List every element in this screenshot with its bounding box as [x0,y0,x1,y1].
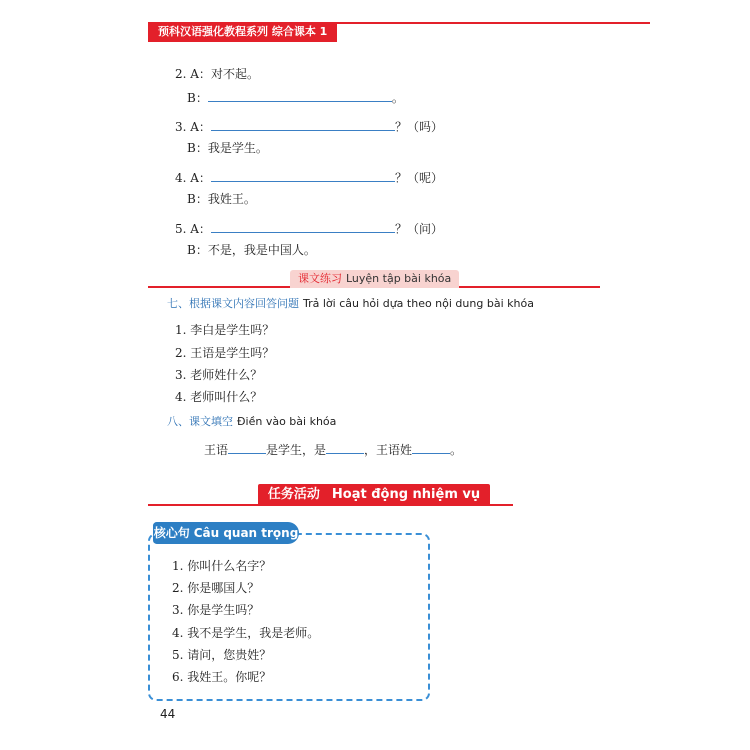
question-8-title [167,415,336,429]
question-7-title [167,297,534,311]
sentence-segment: 。 [450,443,463,457]
exercise-number: 4. A： [175,171,211,185]
page-number: 44 [160,707,176,721]
answer-blank[interactable] [208,89,392,102]
sentence-segment: 是学生，是 [266,443,327,457]
sentence-segment: ，王语姓 [364,443,413,457]
task-title-cn: 任务活动 [267,487,320,502]
exercise-suffix: ？（问） [394,222,443,236]
key-title-cn: 核心句 [153,526,190,540]
exercise-5-b [187,242,316,258]
speaker-label: B： [187,192,208,206]
answer-blank[interactable] [211,169,395,182]
key-sentence: 2. 你是哪国人？ [172,581,260,595]
key-sentence: 1. 你叫什么名字？ [172,559,272,573]
exercise-5-a [175,220,443,237]
speaker-label: B： [187,141,208,155]
answer-blank[interactable] [211,118,395,131]
answer-blank[interactable] [211,220,395,233]
list-item: 3. 老师姓什么？ [175,368,263,382]
exercise-number: 2. A： [175,67,211,81]
key-title-vn: Câu quan trọng [193,526,299,540]
speaker-label: B： [187,91,208,105]
exercise-3-b [187,140,268,156]
exercise-2-b [187,89,404,106]
key-sentence: 4. 我不是学生，我是老师。 [172,626,320,640]
exercise-text: 我是学生。 [207,141,268,155]
speaker-label: B： [187,243,208,257]
list-item: 2. 王语是学生吗？ [175,346,275,360]
exercise-suffix: ？（呢） [394,171,443,185]
section-title-cn: 课文练习 [298,272,342,285]
question-title-vn: Điền vào bài khóa [237,415,337,428]
answer-blank[interactable] [228,441,266,454]
header-title: 预科汉语强化教程系列 综合课本 1 [148,22,337,42]
exercise-4-b [187,191,256,207]
question-title-vn: Trả lời câu hỏi dựa theo nội dung bài khóa [303,297,534,310]
exercise-text: 我姓王。 [207,192,256,206]
fill-in-sentence [204,441,462,458]
section-tab-text-practice [290,270,459,288]
key-sentence: 5. 请问，您贵姓？ [172,648,272,662]
exercise-4-a [175,169,443,186]
exercise-number: 5. A： [175,222,211,236]
key-sentences-label [153,522,299,544]
answer-blank[interactable] [412,441,450,454]
exercise-text: 对不起。 [210,67,259,81]
section-title-vn: Luyện tập bài khóa [346,272,452,285]
exercise-text: 不是，我是中国人。 [207,243,316,257]
list-item: 1. 李白是学生吗？ [175,323,275,337]
task-section-title [258,484,490,506]
exercise-suffix: 。 [391,91,404,105]
key-sentence: 3. 你是学生吗？ [172,603,260,617]
sentence-segment: 王语 [204,443,229,457]
exercise-number: 3. A： [175,120,211,134]
question-title-cn: 八、课文填空 [167,415,233,428]
list-item: 4. 老师叫什么？ [175,390,263,404]
exercise-2-a [175,66,259,82]
answer-blank[interactable] [326,441,364,454]
exercise-suffix: ？（吗） [394,120,443,134]
key-sentence: 6. 我姓王。你呢？ [172,670,272,684]
exercise-3-a [175,118,443,135]
task-title-vn: Hoạt động nhiệm vụ [331,487,481,502]
question-title-cn: 七、根据课文内容回答问题 [167,297,299,310]
